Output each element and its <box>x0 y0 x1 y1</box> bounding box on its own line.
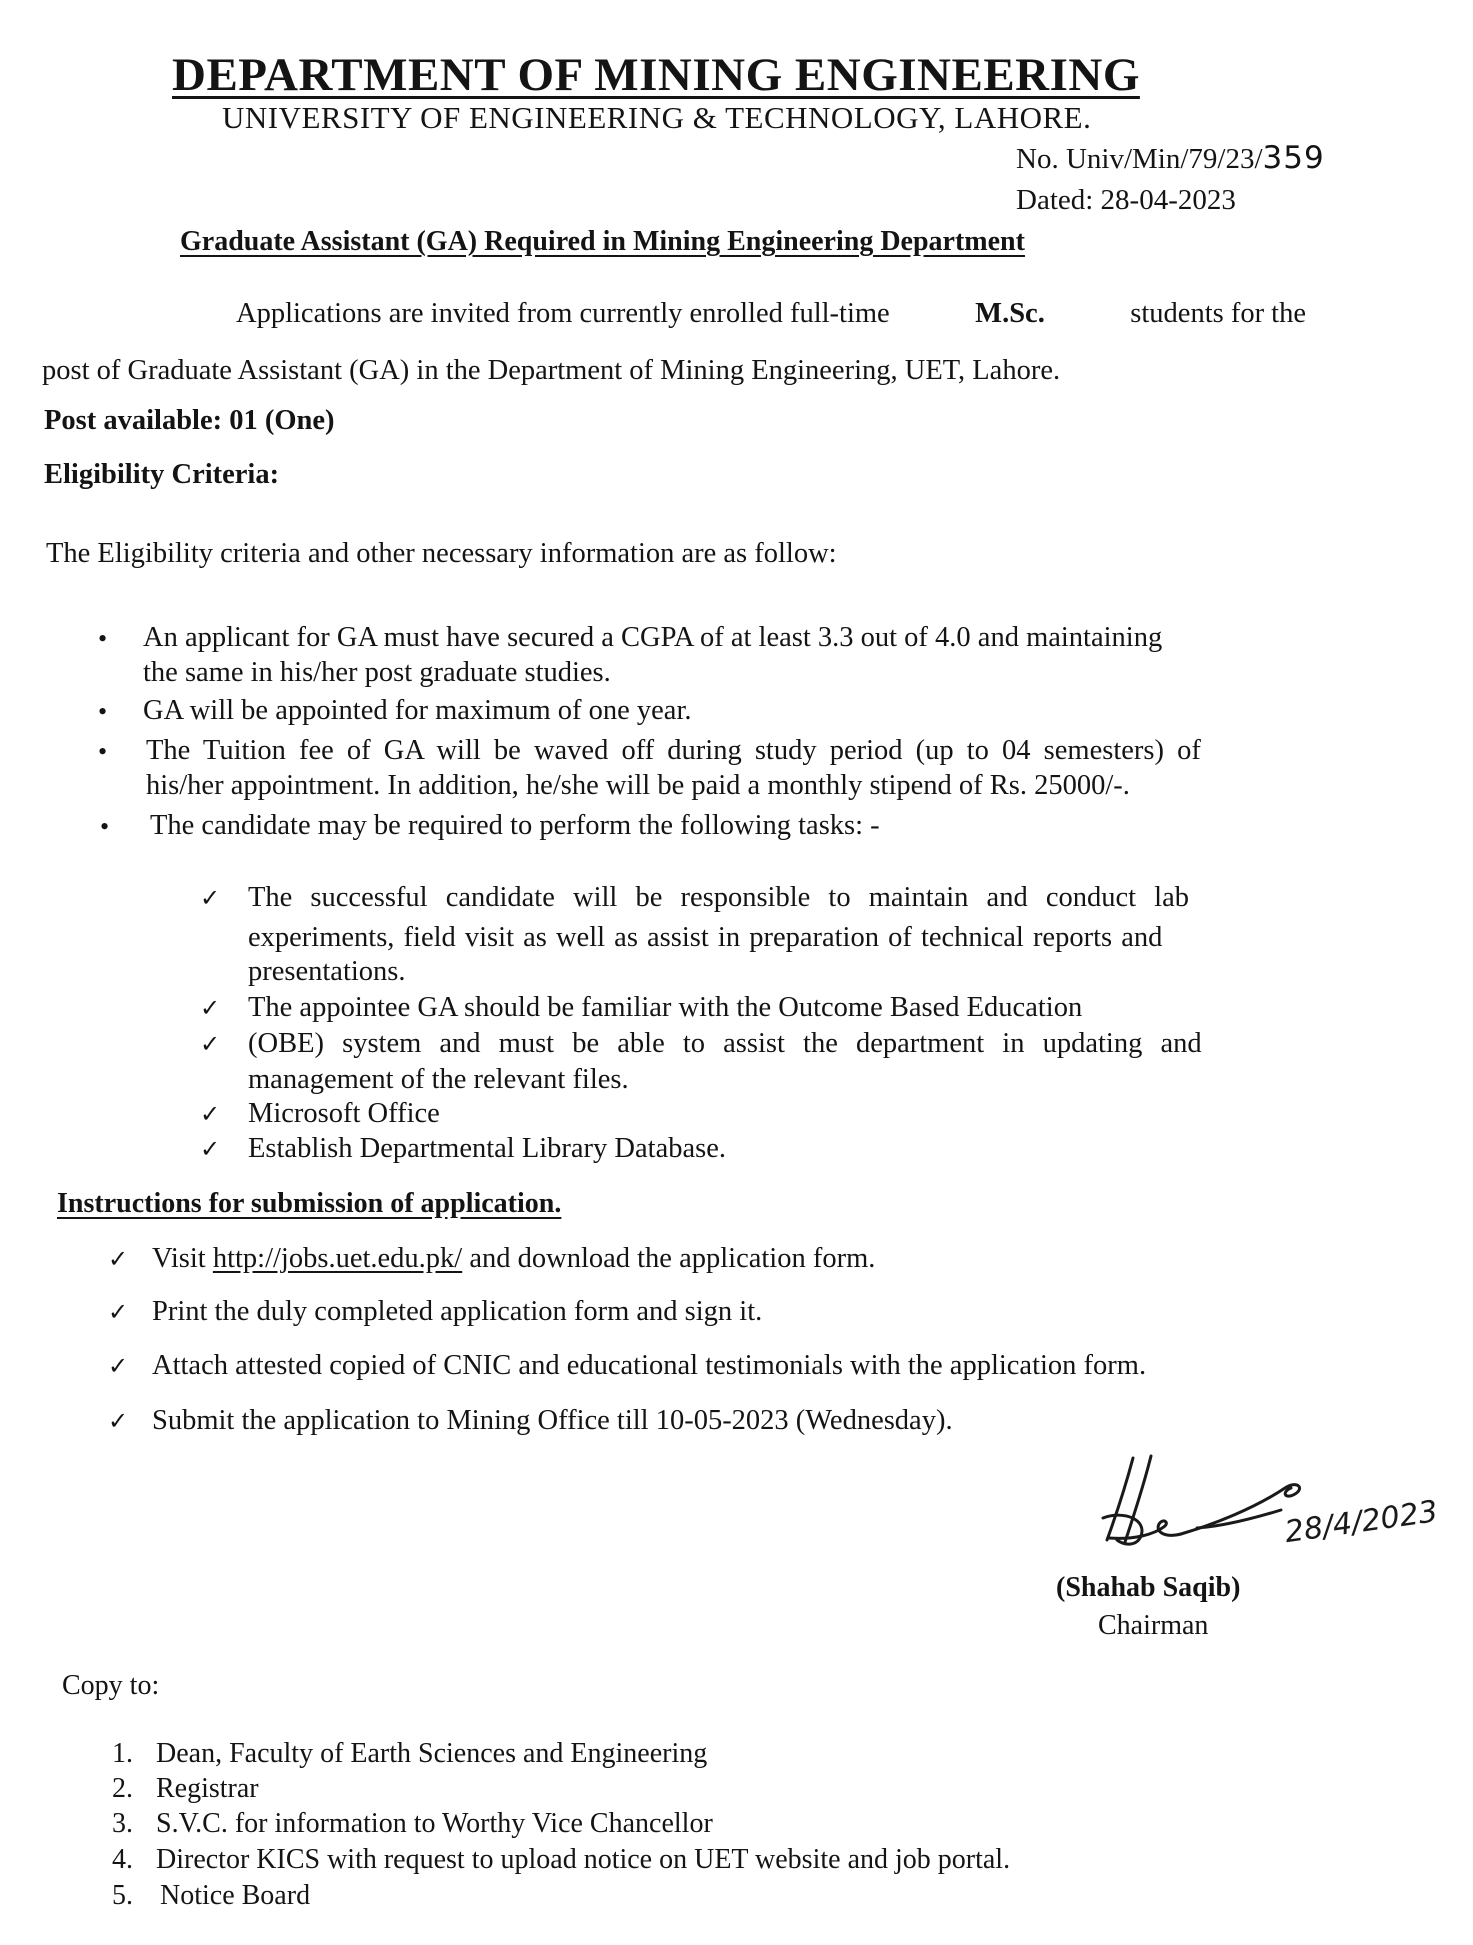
notice-heading: Graduate Assistant (GA) Required in Mining Engineering Department <box>180 226 1025 257</box>
department-title: DEPARTMENT OF MINING ENGINEERING <box>172 49 1140 101</box>
reference-number <box>1016 140 1325 176</box>
bullet-dot: • <box>100 812 110 841</box>
list-item: S.V.C. for information to Worthy Vice Chancellor <box>156 1808 713 1839</box>
copy-to-number: 2. <box>112 1773 133 1804</box>
reference-prefix: No. Univ/Min/79/23/ <box>1016 143 1263 175</box>
instruction-1-before: Visit <box>152 1243 206 1274</box>
signature-date-handwritten: 28/4/2023 <box>1282 1494 1440 1551</box>
check-icon: ✓ <box>200 1030 221 1058</box>
instruction-4: Submit the application to Mining Office till 10-05-2023 (Wednesday). <box>152 1405 953 1436</box>
check-icon: ✓ <box>200 884 221 912</box>
instruction-1-after: and download the application form. <box>469 1243 876 1274</box>
bullet-2: GA will be appointed for maximum of one year. <box>143 695 692 726</box>
copy-to-number: 5. <box>112 1880 133 1911</box>
notice-date: Dated: 28-04-2023 <box>1016 184 1236 216</box>
task-5: Establish Departmental Library Database. <box>248 1133 726 1164</box>
jobs-portal-link[interactable]: http://jobs.uet.edu.pk/ <box>212 1243 463 1274</box>
check-icon: ✓ <box>200 1135 221 1163</box>
bullet-3-line-2: his/her appointment. In addition, he/she will be paid a monthly stipend of Rs. 25000/-. <box>146 770 1130 801</box>
copy-to-label: Copy to: <box>62 1670 160 1701</box>
bullet-1-line-2: the same in his/her post graduate studies. <box>143 657 611 688</box>
bullet-dot: • <box>98 697 108 726</box>
reference-handwritten-number: 359 <box>1262 140 1325 176</box>
check-icon: ✓ <box>200 994 221 1022</box>
task-1-line-1: The successful candidate will be responsible to maintain and conduct lab <box>248 882 1189 913</box>
task-4: Microsoft Office <box>248 1098 440 1129</box>
copy-to-number: 4. <box>112 1844 133 1875</box>
list-item: An applicant for GA must have secured a CGPA of at least 3.3 out of 4.0 and maintaining <box>143 622 1163 653</box>
intro-text-before: Applications are invited from currently enrolled full-time <box>236 298 890 329</box>
bullet-dot: • <box>98 737 108 766</box>
task-1-line-2: experiments, field visit as well as assist in preparation of technical reports and <box>248 922 1163 953</box>
instruction-2: Print the duly completed application form and sign it. <box>152 1296 763 1327</box>
check-icon: ✓ <box>108 1352 129 1380</box>
intro-text-after: students for the <box>1130 298 1306 329</box>
bullet-3-line-1: The Tuition fee of GA will be waved off during study period (up to 04 semesters) of <box>146 735 1201 766</box>
list-item: Dean, Faculty of Earth Sciences and Engineering <box>156 1738 708 1769</box>
check-icon: ✓ <box>108 1245 129 1273</box>
bullet-1-line-1 <box>143 622 1305 654</box>
task-1-line-3: presentations. <box>248 956 406 987</box>
signatory-designation: Chairman <box>1098 1610 1209 1641</box>
bullet-dot: • <box>98 624 108 653</box>
check-icon: ✓ <box>108 1298 129 1326</box>
instruction-3: Attach attested copied of CNIC and educational testimonials with the application form. <box>152 1350 1147 1381</box>
task-3-line-2: management of the relevant files. <box>248 1064 629 1095</box>
task-3-line-1: (OBE) system and must be able to assist the department in updating and <box>248 1028 1202 1059</box>
intro-line-1 <box>236 298 1306 330</box>
university-name: UNIVERSITY OF ENGINEERING & TECHNOLOGY, LAHORE. <box>222 100 1092 135</box>
list-item: Director KICS with request to upload notice on UET website and job portal. <box>156 1844 1011 1875</box>
instructions-heading: Instructions for submission of application. <box>57 1188 562 1219</box>
bullet-4: The candidate may be required to perform the following tasks: - <box>150 810 880 841</box>
check-icon: ✓ <box>200 1100 221 1128</box>
copy-to-number: 3. <box>112 1808 133 1839</box>
intro-degree: M.Sc. <box>975 298 1045 329</box>
signature-image <box>1085 1448 1445 1568</box>
instruction-1 <box>152 1243 875 1275</box>
eligibility-intro: The Eligibility criteria and other necessary information are as follow: <box>46 538 837 569</box>
intro-line-2: post of Graduate Assistant (GA) in the Department of Mining Engineering, UET, Lahore. <box>42 355 1061 386</box>
eligibility-heading: Eligibility Criteria: <box>44 459 280 490</box>
signatory-name: (Shahab Saqib) <box>1056 1572 1241 1603</box>
copy-to-number: 1. <box>112 1738 133 1769</box>
list-item: Notice Board <box>160 1880 311 1911</box>
check-icon: ✓ <box>108 1407 129 1435</box>
list-item: Registrar <box>156 1773 259 1804</box>
task-2: The appointee GA should be familiar with the Outcome Based Education <box>248 992 1083 1023</box>
post-available: Post available: 01 (One) <box>44 405 335 436</box>
